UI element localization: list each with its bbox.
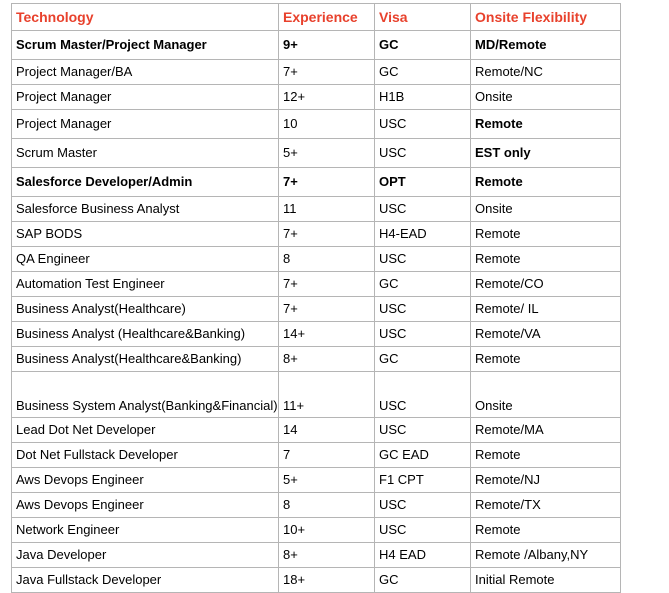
candidates-table bbox=[11, 3, 621, 593]
visa-cell: GC bbox=[375, 31, 471, 60]
onsite-flexibility-cell: Remote bbox=[471, 168, 621, 197]
onsite-flexibility-cell: Remote bbox=[471, 222, 621, 247]
table-row bbox=[12, 493, 621, 518]
experience-cell: 14+ bbox=[279, 322, 375, 347]
table-row bbox=[12, 418, 621, 443]
table-row bbox=[12, 347, 621, 372]
onsite-flexibility-cell: MD/Remote bbox=[471, 31, 621, 60]
table-row bbox=[12, 322, 621, 347]
experience-cell: 7 bbox=[279, 443, 375, 468]
onsite-flexibility-cell: Remote bbox=[471, 247, 621, 272]
onsite-flexibility-cell: Remote/MA bbox=[471, 418, 621, 443]
onsite-flexibility-cell: Remote/NJ bbox=[471, 468, 621, 493]
table-row bbox=[12, 85, 621, 110]
table-body bbox=[12, 31, 621, 593]
onsite-flexibility-cell: Remote bbox=[471, 518, 621, 543]
header-experience: Experience bbox=[279, 4, 375, 31]
visa-cell: USC bbox=[375, 372, 471, 418]
technology-cell: Java Fullstack Developer bbox=[12, 568, 279, 593]
onsite-flexibility-cell: Remote bbox=[471, 110, 621, 139]
technology-cell: Network Engineer bbox=[12, 518, 279, 543]
header-row bbox=[12, 4, 621, 31]
table-row bbox=[12, 468, 621, 493]
technology-cell: Java Developer bbox=[12, 543, 279, 568]
table-row bbox=[12, 272, 621, 297]
header-technology: Technology bbox=[12, 4, 279, 31]
onsite-flexibility-cell: Remote/ IL bbox=[471, 297, 621, 322]
technology-cell: Scrum Master bbox=[12, 139, 279, 168]
visa-cell: H4-EAD bbox=[375, 222, 471, 247]
visa-cell: USC bbox=[375, 297, 471, 322]
onsite-flexibility-cell: EST only bbox=[471, 139, 621, 168]
table-row bbox=[12, 197, 621, 222]
visa-cell: F1 CPT bbox=[375, 468, 471, 493]
header-onsite-flexibility: Onsite Flexibility bbox=[471, 4, 621, 31]
technology-cell: QA Engineer bbox=[12, 247, 279, 272]
experience-cell: 8+ bbox=[279, 347, 375, 372]
onsite-flexibility-cell: Remote/TX bbox=[471, 493, 621, 518]
onsite-flexibility-cell: Remote/CO bbox=[471, 272, 621, 297]
technology-cell: Business Analyst (Healthcare&Banking) bbox=[12, 322, 279, 347]
experience-cell: 8+ bbox=[279, 543, 375, 568]
visa-cell: USC bbox=[375, 110, 471, 139]
technology-cell: Salesforce Business Analyst bbox=[12, 197, 279, 222]
onsite-flexibility-cell: Remote /Albany,NY bbox=[471, 543, 621, 568]
visa-cell: USC bbox=[375, 518, 471, 543]
technology-cell: Project Manager bbox=[12, 110, 279, 139]
onsite-flexibility-cell: Remote bbox=[471, 347, 621, 372]
visa-cell: USC bbox=[375, 247, 471, 272]
technology-cell: Salesforce Developer/Admin bbox=[12, 168, 279, 197]
technology-cell: Lead Dot Net Developer bbox=[12, 418, 279, 443]
technology-cell: Aws Devops Engineer bbox=[12, 468, 279, 493]
technology-cell: Scrum Master/Project Manager bbox=[12, 31, 279, 60]
experience-cell: 7+ bbox=[279, 60, 375, 85]
experience-cell: 7+ bbox=[279, 222, 375, 247]
table-row bbox=[12, 31, 621, 60]
visa-cell: GC bbox=[375, 568, 471, 593]
table-row bbox=[12, 372, 621, 418]
table-row bbox=[12, 297, 621, 322]
experience-cell: 8 bbox=[279, 493, 375, 518]
visa-cell: GC bbox=[375, 60, 471, 85]
onsite-flexibility-cell: Onsite bbox=[471, 85, 621, 110]
visa-cell: GC bbox=[375, 347, 471, 372]
visa-cell: USC bbox=[375, 139, 471, 168]
technology-cell: SAP BODS bbox=[12, 222, 279, 247]
experience-cell: 7+ bbox=[279, 272, 375, 297]
header-visa: Visa bbox=[375, 4, 471, 31]
experience-cell: 8 bbox=[279, 247, 375, 272]
visa-cell: GC EAD bbox=[375, 443, 471, 468]
table-row bbox=[12, 168, 621, 197]
experience-cell: 7+ bbox=[279, 297, 375, 322]
onsite-flexibility-cell: Onsite bbox=[471, 372, 621, 418]
experience-cell: 18+ bbox=[279, 568, 375, 593]
table-row bbox=[12, 60, 621, 85]
onsite-flexibility-cell: Remote/NC bbox=[471, 60, 621, 85]
table-row bbox=[12, 110, 621, 139]
technology-cell: Business System Analyst(Banking&Financial) bbox=[12, 372, 279, 418]
visa-cell: H4 EAD bbox=[375, 543, 471, 568]
table-row bbox=[12, 543, 621, 568]
experience-cell: 5+ bbox=[279, 139, 375, 168]
onsite-flexibility-cell: Remote bbox=[471, 443, 621, 468]
technology-cell: Project Manager/BA bbox=[12, 60, 279, 85]
experience-cell: 14 bbox=[279, 418, 375, 443]
technology-cell: Business Analyst(Healthcare) bbox=[12, 297, 279, 322]
visa-cell: USC bbox=[375, 197, 471, 222]
experience-cell: 9+ bbox=[279, 31, 375, 60]
technology-cell: Aws Devops Engineer bbox=[12, 493, 279, 518]
table-row bbox=[12, 222, 621, 247]
experience-cell: 7+ bbox=[279, 168, 375, 197]
technology-cell: Business Analyst(Healthcare&Banking) bbox=[12, 347, 279, 372]
visa-cell: H1B bbox=[375, 85, 471, 110]
visa-cell: USC bbox=[375, 418, 471, 443]
experience-cell: 5+ bbox=[279, 468, 375, 493]
table-row bbox=[12, 247, 621, 272]
visa-cell: USC bbox=[375, 322, 471, 347]
technology-cell: Automation Test Engineer bbox=[12, 272, 279, 297]
experience-cell: 10 bbox=[279, 110, 375, 139]
table-row bbox=[12, 139, 621, 168]
table-row bbox=[12, 568, 621, 593]
visa-cell: GC bbox=[375, 272, 471, 297]
experience-cell: 12+ bbox=[279, 85, 375, 110]
table-row bbox=[12, 518, 621, 543]
onsite-flexibility-cell: Initial Remote bbox=[471, 568, 621, 593]
experience-cell: 11 bbox=[279, 197, 375, 222]
experience-cell: 11+ bbox=[279, 372, 375, 418]
technology-cell: Dot Net Fullstack Developer bbox=[12, 443, 279, 468]
experience-cell: 10+ bbox=[279, 518, 375, 543]
onsite-flexibility-cell: Remote/VA bbox=[471, 322, 621, 347]
visa-cell: USC bbox=[375, 493, 471, 518]
technology-cell: Project Manager bbox=[12, 85, 279, 110]
visa-cell: OPT bbox=[375, 168, 471, 197]
onsite-flexibility-cell: Onsite bbox=[471, 197, 621, 222]
table-row bbox=[12, 443, 621, 468]
